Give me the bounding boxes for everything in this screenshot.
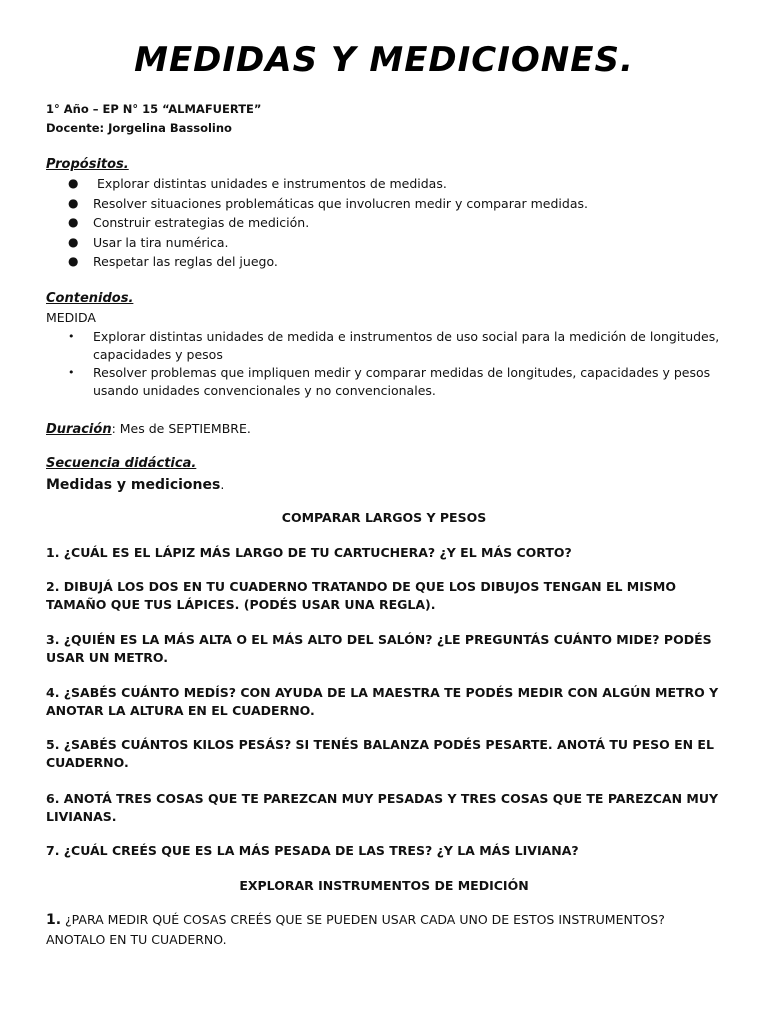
bullet-icon: •: [68, 330, 75, 343]
secuencia-subtitle-line: Medidas y mediciones.: [46, 477, 225, 493]
list-item: ● Construir estrategias de medición.: [68, 215, 310, 230]
duracion-line: [46, 418, 251, 437]
propositos-heading: Propósitos.: [46, 157, 129, 172]
list-item: ● Usar la tira numérica.: [68, 234, 229, 250]
bullet-icon: ●: [68, 195, 79, 210]
question-2: 2. DIBUJÁ LOS DOS EN TU CUADERNO TRATANDO DE QUE LOS DIBUJOS TENGAN EL MISMO TAMAÑO QUE TUS LÁPICES. (PODÉS USAR UNA REGLA).: [46, 579, 676, 612]
bullet-icon: ●: [68, 215, 79, 229]
bullet-icon: ●: [68, 254, 79, 268]
list-item: ● Resolver situaciones problemáticas que involucren medir y comparar medidas.: [68, 195, 588, 211]
duracion-value: : Mes de SEPTIEMBRE.: [111, 421, 251, 436]
school-line: 1° Año – EP N° 15 “ALMAFUERTE”: [46, 102, 262, 116]
contenidos-subheading: MEDIDA: [46, 310, 96, 325]
question-6: 6. ANOTÁ TRES COSAS QUE TE PAREZCAN MUY PESADAS Y TRES COSAS QUE TE PAREZCAN MUY LIVIANAS.: [46, 791, 719, 824]
question-1: 1. ¿CUÁL ES EL LÁPIZ MÁS LARGO DE TU CARTUCHERA? ¿Y EL MÁS CORTO?: [46, 545, 572, 560]
section-heading-explorar: EXPLORAR INSTRUMENTOS DE MEDICIÓN: [239, 878, 529, 893]
list-item: • Explorar distintas unidades de medida e instrumentos de uso social para la medición de longitudes, capacidades y pesos: [68, 329, 720, 362]
bullet-icon: •: [68, 366, 75, 379]
section-heading-comparar: COMPARAR LARGOS Y PESOS: [281, 510, 487, 525]
document-title: MEDIDAS Y MEDICIONES.: [134, 40, 634, 80]
question-3: 3. ¿QUIÉN ES LA MÁS ALTA O EL MÁS ALTO DEL SALÓN? ¿LE PREGUNTÁS CUÁNTO MIDE? PODÉS USAR UN METRO.: [46, 632, 712, 665]
bullet-icon: ●: [68, 176, 79, 190]
contenidos-heading: Contenidos.: [46, 291, 134, 306]
list-item: ● Respetar las reglas del juego.: [68, 254, 278, 269]
secuencia-heading: Secuencia didáctica.: [46, 456, 197, 471]
question-7: 7. ¿CUÁL CREÉS QUE ES LA MÁS PESADA DE LAS TRES? ¿Y LA MÁS LIVIANA?: [46, 843, 579, 858]
question-5: 5. ¿SABÉS CUÁNTOS KILOS PESÁS? SI TENÉS BALANZA PODÉS PESARTE. ANOTÁ TU PESO EN EL CUADERNO.: [46, 737, 714, 770]
bullet-icon: ●: [68, 234, 79, 249]
list-item: • Resolver problemas que impliquen medir y comparar medidas de longitudes, capacidades y pesos usando unidades convencionales y no convencionales.: [68, 365, 711, 398]
list-item: ● Explorar distintas unidades e instrumentos de medidas.: [68, 176, 447, 191]
question-4: 4. ¿SABÉS CUÁNTO MEDÍS? CON AYUDA DE LA MAESTRA TE PODÉS MEDIR CON ALGÚN METRO Y ANOTAR LA ALTURA EN EL CUADERNO.: [46, 685, 719, 718]
secuencia-subtitle: Medidas y mediciones: [46, 477, 221, 493]
contenidos-list: [46, 328, 736, 400]
duracion-label: Duración: [46, 422, 112, 437]
teacher-line: Docente: Jorgelina Bassolino: [46, 121, 232, 135]
instrument-question-1: 1. ¿PARA MEDIR QUÉ COSAS CREÉS QUE SE PUEDEN USAR CADA UNO DE ESTOS INSTRUMENTOS? ANOTALO EN TU CUADERNO.: [46, 912, 665, 947]
propositos-list: [46, 176, 736, 274]
